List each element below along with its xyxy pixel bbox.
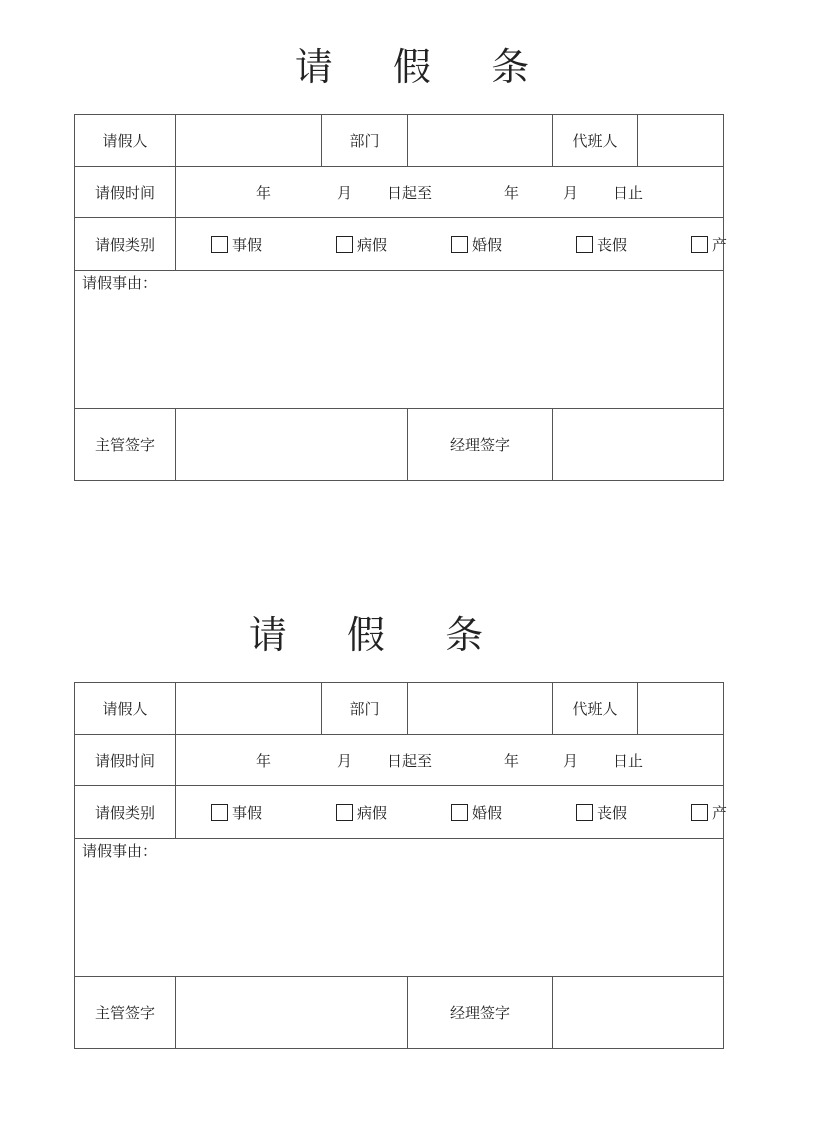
applicant-label: 请假人 [102,700,148,718]
department-label: 部门 [349,700,380,718]
applicant-field[interactable] [176,683,321,734]
department-field[interactable] [408,115,552,166]
checkbox-icon[interactable] [576,236,593,253]
manager-sign-label: 经理签字 [449,436,510,454]
leave-time-label: 请假时间 [94,751,155,770]
table-border-right [723,682,724,1049]
start-year-label: 年 [256,752,272,770]
table-border-bottom [74,480,724,481]
leave-type-text: 婚假 [472,236,503,254]
leave-type-text: 病假 [357,236,388,254]
reason-label: 请假事由： [82,274,158,292]
leave-type-text: 丧假 [597,236,628,254]
end-day-label: 日止 [613,752,644,770]
supervisor-sign-label: 主管签字 [94,1004,155,1022]
substitute-field[interactable] [638,683,723,734]
start-day-label: 日起至 [387,184,433,202]
checkbox-icon[interactable] [691,236,708,253]
applicant-field[interactable] [176,115,321,166]
department-label: 部门 [349,132,380,150]
end-year-label: 年 [504,184,520,202]
substitute-field[interactable] [638,115,723,166]
checkbox-icon[interactable] [451,804,468,821]
leave-type-label: 请假类别 [94,235,155,254]
end-month-label: 月 [563,752,579,770]
leave-form-table [74,682,728,1049]
checkbox-icon[interactable] [691,804,708,821]
start-month-label: 月 [337,184,353,202]
checkbox-icon[interactable] [211,804,228,821]
leave-type-text: 产 [712,804,728,822]
start-month-label: 月 [337,752,353,770]
start-year-label: 年 [256,184,272,202]
checkbox-icon[interactable] [336,236,353,253]
start-day-label: 日起至 [387,752,433,770]
supervisor-sign-field[interactable] [176,409,407,480]
leave-type-label: 请假类别 [94,803,155,822]
checkbox-icon[interactable] [211,236,228,253]
leave-time-label: 请假时间 [94,183,155,202]
form-title: 请 假 条 [294,45,554,89]
leave-type-option-bereavement[interactable] [576,234,627,255]
applicant-label: 请假人 [102,132,148,150]
leave-type-option-maternity[interactable] [691,234,727,255]
leave-type-clip [689,798,728,826]
leave-type-text: 事假 [232,236,263,254]
leave-type-text: 产 [712,236,728,254]
leave-type-option-marriage[interactable] [451,802,502,823]
department-field[interactable] [408,683,552,734]
reason-field[interactable] [75,294,723,408]
leave-form-2 [0,568,800,1088]
manager-sign-label: 经理签字 [449,1004,510,1022]
leave-form-table [74,114,728,481]
leave-type-option-marriage[interactable] [451,234,502,255]
checkbox-icon[interactable] [336,804,353,821]
leave-type-option-personal[interactable] [211,234,262,255]
leave-type-option-maternity[interactable] [691,802,727,823]
substitute-label: 代班人 [572,132,618,150]
checkbox-icon[interactable] [451,236,468,253]
leave-type-option-bereavement[interactable] [576,802,627,823]
supervisor-sign-field[interactable] [176,977,407,1048]
leave-type-clip [689,230,728,258]
manager-sign-field[interactable] [553,977,723,1048]
leave-type-text: 事假 [232,804,263,822]
leave-type-text: 病假 [357,804,388,822]
leave-type-option-sick[interactable] [336,234,387,255]
table-border-bottom [74,1048,724,1049]
substitute-label: 代班人 [572,700,618,718]
table-border-right [723,114,724,481]
end-year-label: 年 [504,752,520,770]
reason-label: 请假事由： [82,842,158,860]
manager-sign-field[interactable] [553,409,723,480]
row-divider [74,838,724,839]
leave-type-text: 婚假 [472,804,503,822]
end-month-label: 月 [563,184,579,202]
checkbox-icon[interactable] [576,804,593,821]
end-day-label: 日止 [613,184,644,202]
leave-type-option-sick[interactable] [336,802,387,823]
reason-field[interactable] [75,862,723,976]
leave-form-1 [0,0,800,520]
row-divider [74,270,724,271]
leave-type-option-personal[interactable] [211,802,262,823]
leave-type-text: 丧假 [597,804,628,822]
supervisor-sign-label: 主管签字 [94,436,155,454]
form-title: 请 假 条 [248,613,508,657]
